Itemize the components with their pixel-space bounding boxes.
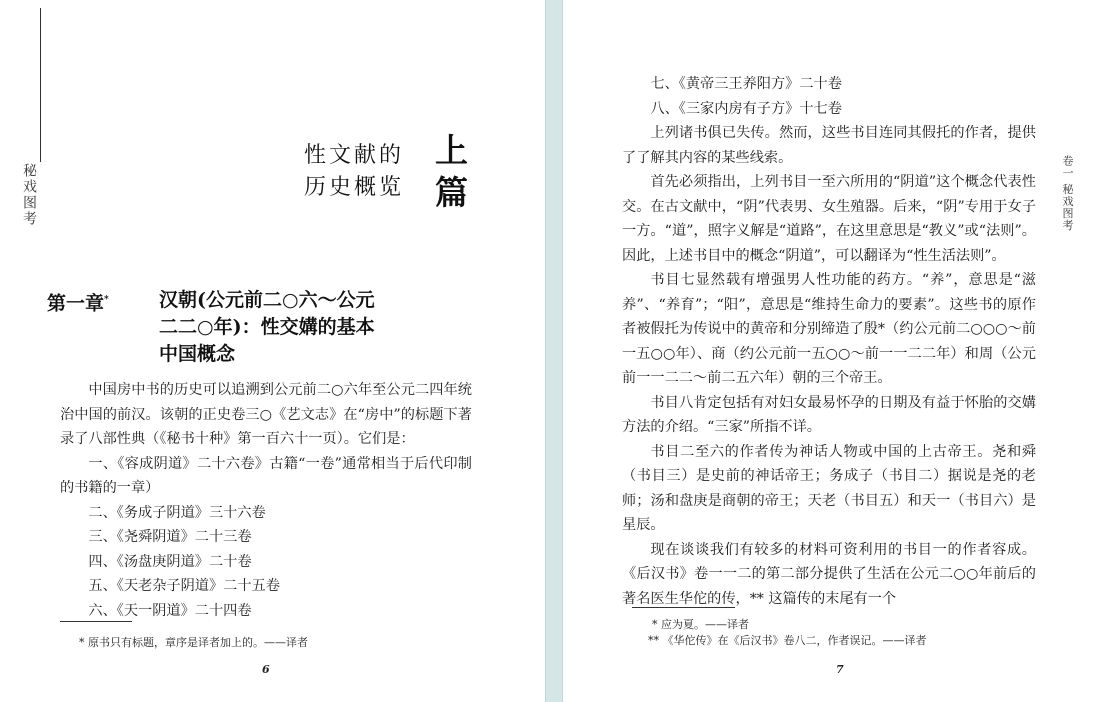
chapter-number-text: 第一章 [47,292,105,315]
part-label-line: 篇 [435,173,468,212]
chapter-title [159,287,429,368]
list-item: 四、《汤盘庚阴道》二十卷 [88,553,252,570]
chapter-title-line: 二二○年)：性交媾的基本 [159,316,375,338]
footnote-divider [60,621,132,622]
list-item: 七、《黄帝三王养阳方》二十卷 [650,76,842,92]
paragraph: 上列诸书俱已失传。然而，这些书目连同其假托的作者，提供了了解其内容的某些线索。 [622,125,1036,166]
footnote [79,635,308,651]
chapter-title-line: 中国概念 [159,343,236,365]
paragraph: 现在谈谈我们有较多的材料可资利用的书目一的作者容成。《后汉书》卷一一二的第二部分提供了生活在公元二○○年前后的著名医生华佗的传，** 这篇传的末尾有一个 [622,541,1036,607]
paragraph: 中国房中书的历史可以追溯到公元前二○六年至公元二四年统治中国的前汉。该朝的正史卷三○《艺文志》在“房中”的标题下著录了八部性典（《秘书十种》第一百六十一页）。它们是： [60,382,472,447]
footnote-text: 原书只有标题，章序是译者加上的。——译者 [88,636,308,649]
list-item: 三、《尧舜阴道》二十三卷 [88,529,252,545]
paragraph: 首先必须指出，上列书目一至六所用的“阴道”这个概念代表性交。在古文献中，“阴”代表男、女生殖器。后来，“阴”专用于女子一方。“道”，照字义解是“道路”，在这里意思是“教义”或“法则”。因此，上述书目中的概念“阴道”，可以翻译为“性生活法则”。 [622,174,1036,264]
list-item: 五、《天老杂子阴道》二十五卷 [88,578,280,594]
list-item: 六、《天一阴道》二十四卷 [88,602,252,619]
part-title-line: 历史概览 [304,175,405,200]
book-gutter [545,0,563,702]
list-item: 一、《容成阴道》二十六卷》古籍“一卷”通常相当于后代印制的书籍的一章） [60,455,472,496]
footnote-divider [632,607,735,608]
running-label-left: 秘戏图考 [21,163,37,227]
footnote [648,633,927,649]
part-title-line: 性文献的 [304,143,405,168]
footnote-text: 应为夏。——译者 [661,618,749,631]
page-number: 6 [262,663,270,676]
footnote-marker: * [79,636,85,649]
chapter-title-line: 汉朝(公元前二○六～公元 [159,289,375,311]
left-body-text [60,378,472,623]
part-label [435,130,475,214]
footnote-text: 《华佗传》在《后汉书》卷八二，作者误记。——译者 [662,634,927,647]
footnote-marker: * [652,618,658,631]
footnote [652,617,749,633]
running-label-right: 卷一 秘戏图考 [1061,155,1074,232]
part-label-line: 上 [435,131,468,170]
footnote-marker: ** [648,634,659,647]
part-title [304,140,404,204]
paragraph: 书目八肯定包括有对妇女最易怀孕的日期及有益于怀胎的交媾方法的介绍。“三家”所指不详。 [622,394,1036,435]
left-page [0,0,545,702]
footnote-marker: * [104,295,109,305]
page-number: 7 [836,663,844,676]
list-item: 八、《三家内房有子方》十七卷 [650,100,842,117]
paragraph: 书目七显然载有增强男人性功能的药方。“养”，意思是“滋养”、“养育”；“阳”，意思是“维持生命力的要素”。这些书的原作者被假托为传说中的黄帝和分别缔造了殷*（约公元前二○○○～前一五○○年）、商（约公元前一五○○～前一一二二年）和周（公元前一一二二～前二五六年）朝的三个帝王。 [622,272,1036,386]
chapter-number [47,287,109,317]
margin-rule [40,8,41,162]
right-body-text [622,72,1036,611]
list-item: 二、《务成子阴道》三十六卷 [88,504,266,521]
paragraph: 书目二至六的作者传为神话人物或中国的上古帝王。尧和舜（书目三）是史前的神话帝王；务成子（书目二）据说是尧的老师；汤和盘庚是商朝的帝王；天老（书目五）和天一（书目六）是星辰。 [622,443,1036,533]
